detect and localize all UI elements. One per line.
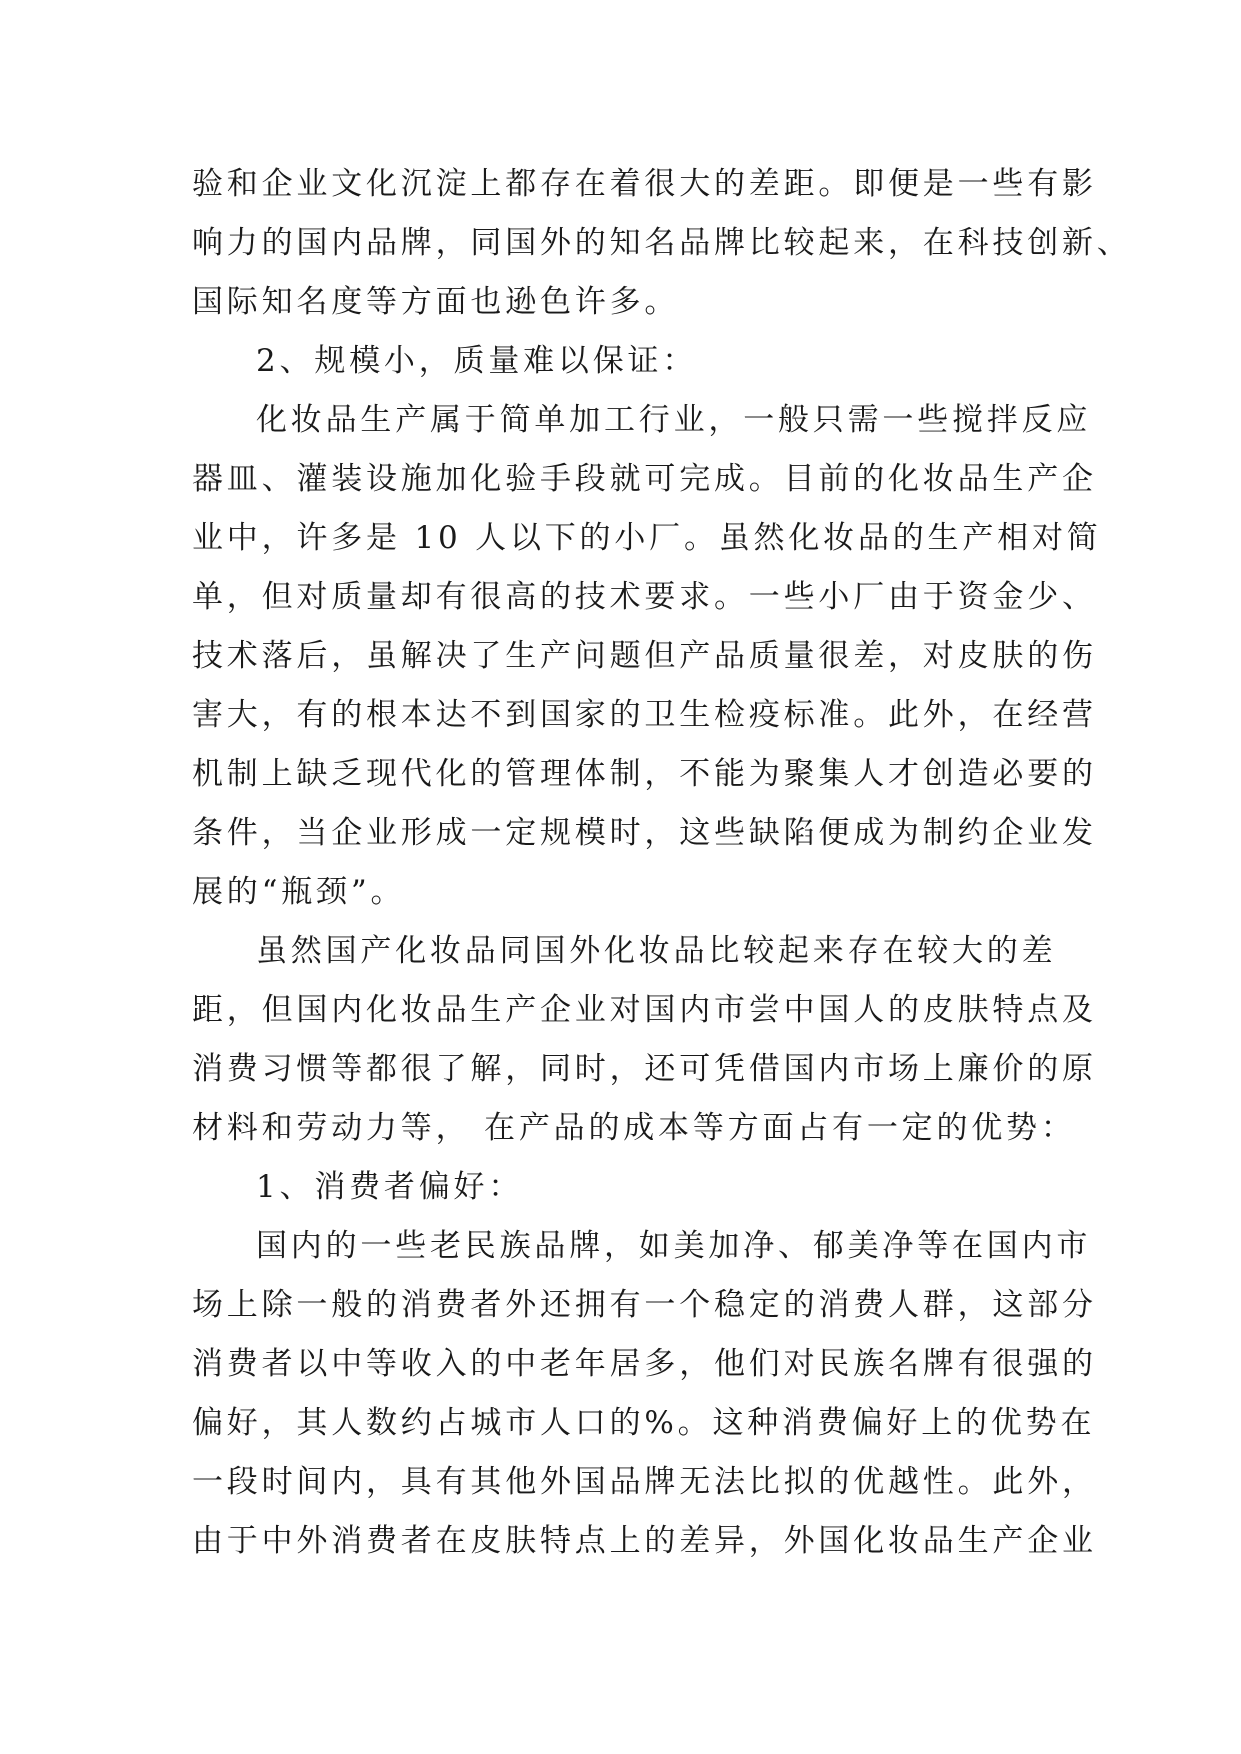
text-line: 响力的国内品牌，同国外的知名品牌比较起来，在科技创新、 <box>192 225 1132 261</box>
text-line: 消费者以中等收入的中老年居多，他们对民族名牌有很强的 <box>192 1346 1097 1382</box>
text-line: 机制上缺乏现代化的管理体制，不能为聚集人才创造必要的 <box>192 756 1097 792</box>
text-line: 虽然国产化妆品同国外化妆品比较起来存在较大的差 <box>256 933 1057 969</box>
text-line: 业中，许多是 10 人以下的小厂。虽然化妆品的生产相对简 <box>192 520 1102 556</box>
text-line: 验和企业文化沉淀上都存在着很大的差距。即便是一些有影 <box>192 166 1097 202</box>
text-line: 器皿、灌装设施加化验手段就可完成。目前的化妆品生产企 <box>192 461 1097 497</box>
text-line: 距，但国内化妆品生产企业对国内市尝中国人的皮肤特点及 <box>192 992 1097 1028</box>
text-line: 场上除一般的消费者外还拥有一个稳定的消费人群，这部分 <box>192 1287 1097 1323</box>
text-line: 展的“瓶颈”。 <box>192 874 406 910</box>
text-line: 材料和劳动力等， 在产品的成本等方面占有一定的优势： <box>192 1110 1076 1146</box>
text-line: 国内的一些老民族品牌，如美加净、郁美净等在国内市 <box>256 1228 1092 1264</box>
text-line: 单，但对质量却有很高的技术要求。一些小厂由于资金少、 <box>192 579 1097 615</box>
text-line: 国际知名度等方面也逊色许多。 <box>192 284 680 320</box>
text-line: 化妆品生产属于简单加工行业，一般只需一些搅拌反应 <box>256 402 1092 438</box>
text-line: 害大，有的根本达不到国家的卫生检疫标准。此外，在经营 <box>192 697 1097 733</box>
text-line: 技术落后，虽解决了生产问题但产品质量很差，对皮肤的伤 <box>192 638 1097 674</box>
text-line: 消费习惯等都很了解，同时，还可凭借国内市场上廉价的原 <box>192 1051 1097 1087</box>
text-line: 由于中外消费者在皮肤特点上的差异，外国化妆品生产企业 <box>192 1523 1097 1559</box>
body-text <box>192 155 1132 1571</box>
text-line: 偏好，其人数约占城市人口的%。这种消费偏好上的优势在 <box>192 1405 1096 1441</box>
section-heading: 1、消费者偏好： <box>256 1169 524 1205</box>
text-line: 条件，当企业形成一定规模时，这些缺陷便成为制约企业发 <box>192 815 1097 851</box>
section-heading: 2、规模小，质量难以保证： <box>256 343 698 379</box>
text-line: 一段时间内，具有其他外国品牌无法比拟的优越性。此外， <box>192 1464 1097 1500</box>
